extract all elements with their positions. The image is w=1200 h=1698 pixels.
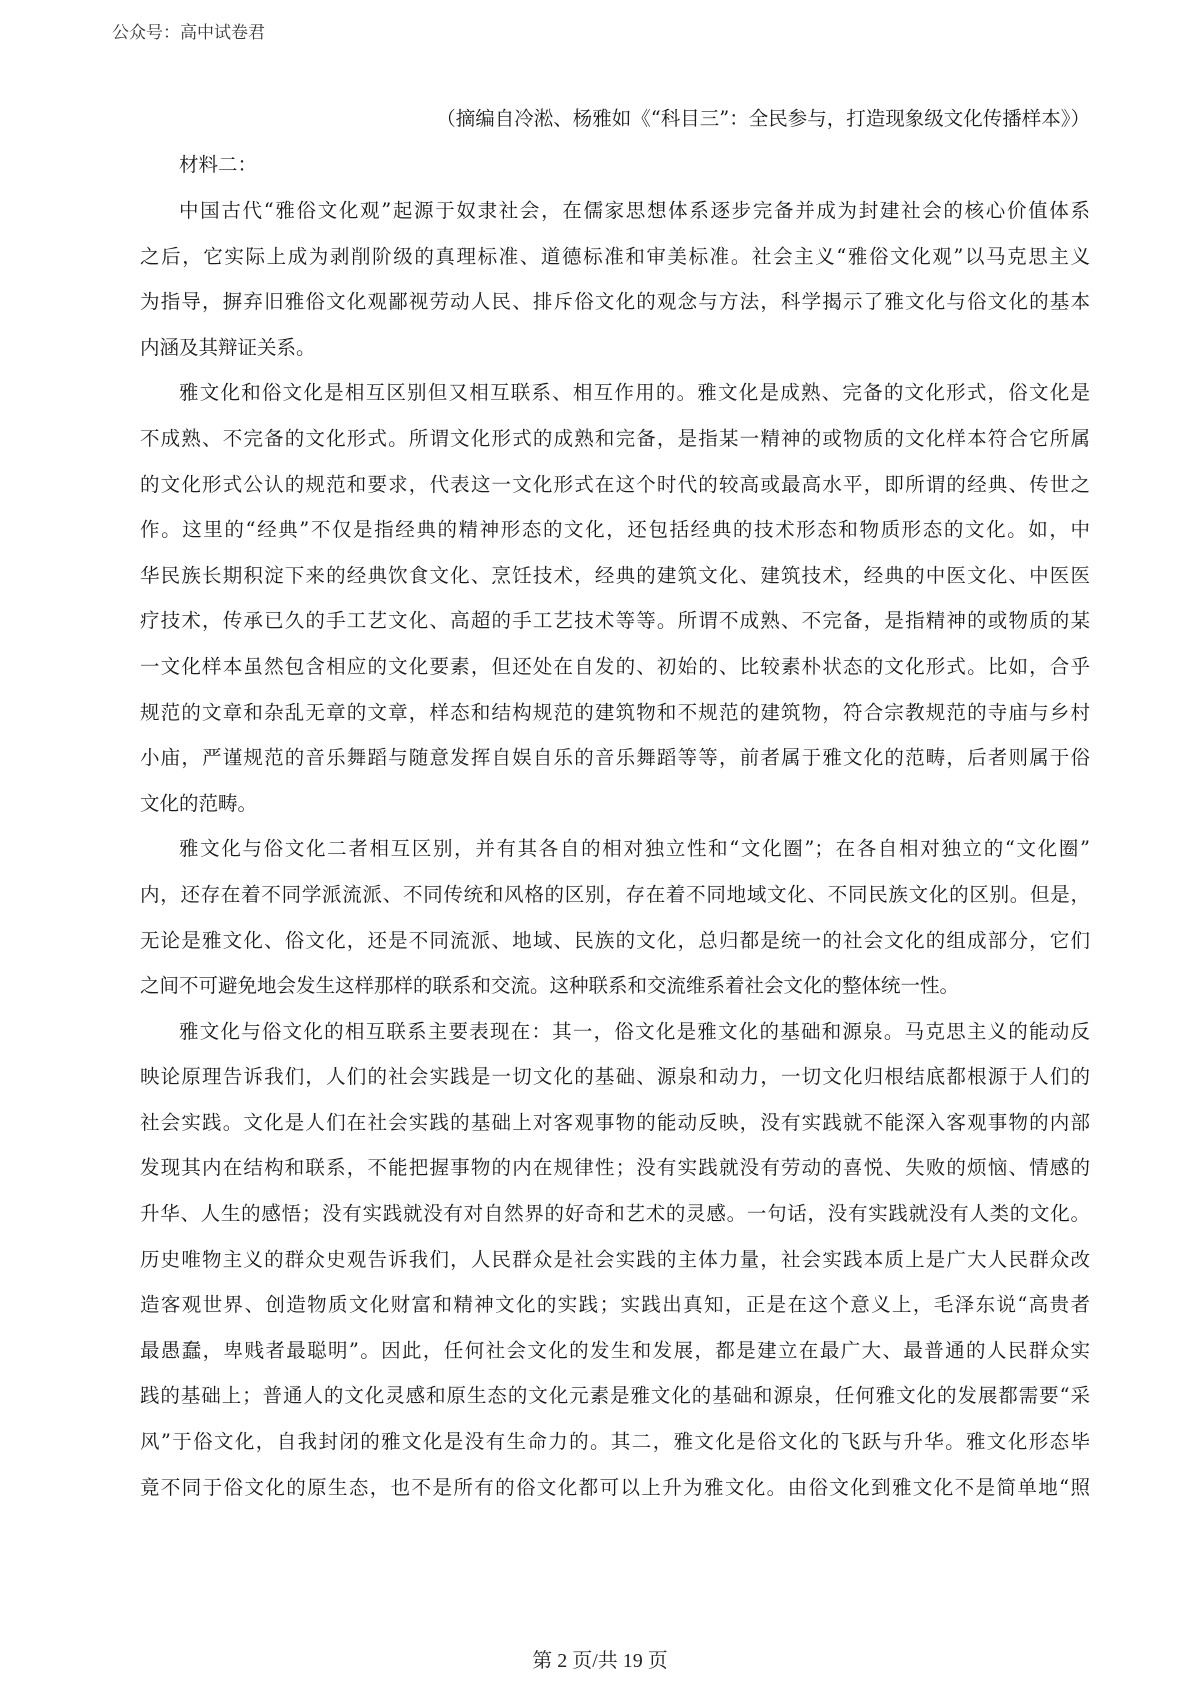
text-line: 不成熟、不完备的文化形式。所谓文化形式的成熟和完备，是指某一精神的或物质的文化样本符合它所属 xyxy=(140,426,1090,450)
text-line: 雅文化与俗文化的相互联系主要表现在：其一，俗文化是雅文化的基础和源泉。马克思主义的能动反 xyxy=(179,1019,1090,1043)
text-line: 一文化样本虽然包含相应的文化要素，但还处在自发的、初始的、比较素朴状态的文化形式。比如，合乎 xyxy=(140,654,1090,678)
text-line: 雅文化与俗文化二者相互区别，并有其各自的相对独立性和“文化圈”；在各自相对独立的“文化圈” xyxy=(179,837,1090,861)
text-line: 升华、人生的感悟；没有实践就没有对自然界的好奇和艺术的灵感。一句话，没有实践就没有人类的文化。 xyxy=(140,1202,1090,1226)
document-body xyxy=(140,96,1090,1510)
paragraph xyxy=(140,370,1090,826)
header-label: 公众号：高中试卷君 xyxy=(112,23,265,43)
text-line: 映论原理告诉我们，人们的社会实践是一切文化的基础、源泉和动力，一切文化归根结底都根源于人们的 xyxy=(140,1065,1090,1089)
text-line: 文化的范畴。 xyxy=(140,791,258,815)
text-line: 之后，它实际上成为剥削阶级的真理标准、道德标准和审美标准。社会主义“雅俗文化观”以马克思主义 xyxy=(140,244,1090,268)
paragraph-list xyxy=(140,188,1090,1510)
text-line: 作。这里的“经典”不仅是指经典的精神形态的文化，还包括经典的技术形态和物质形态的文化。如，中 xyxy=(140,518,1090,542)
text-line: 造客观世界、创造物质文化财富和精神文化的实践；实践出真知，正是在这个意义上，毛泽东说“高贵者 xyxy=(140,1293,1090,1317)
text-line: 为指导，摒弃旧雅俗文化观鄙视劳动人民、排斥俗文化的观念与方法，科学揭示了雅文化与俗文化的基本 xyxy=(140,290,1090,314)
section-title: 材料二： xyxy=(179,153,258,176)
paragraph xyxy=(140,188,1090,370)
source-citation: （摘编自冷淞、杨雅如《“科目三”：全民参与，打造现象级文化传播样本》） xyxy=(436,107,1090,130)
text-line: 华民族长期积淀下来的经典饮食文化、烹饪技术，经典的建筑文化、建筑技术，经典的中医文化、中医医 xyxy=(140,563,1090,587)
text-line: 中国古代“雅俗文化观”起源于奴隶社会，在儒家思想体系逐步完备并成为封建社会的核心价值体系 xyxy=(179,199,1090,222)
text-line: 发现其内在结构和联系，不能把握事物的内在规律性；没有实践就没有劳动的喜悦、失败的烦恼、情感的 xyxy=(140,1156,1090,1180)
text-line: 疗技术，传承已久的手工艺文化、高超的手工艺技术等等。所谓不成熟、不完备，是指精神的或物质的某 xyxy=(140,609,1090,633)
paragraph xyxy=(140,826,1090,1008)
text-line: 规范的文章和杂乱无章的文章，样态和结构规范的建筑物和不规范的建筑物，符合宗教规范的寺庙与乡村 xyxy=(140,700,1090,724)
paragraph xyxy=(140,1009,1090,1511)
text-line: 小庙，严谨规范的音乐舞蹈与随意发挥自娱自乐的音乐舞蹈等等，前者属于雅文化的范畴，后者则属于俗 xyxy=(140,746,1090,770)
text-line: 风”于俗文化，自我封闭的雅文化是没有生命力的。其二，雅文化是俗文化的飞跃与升华。雅文化形态毕 xyxy=(140,1430,1090,1454)
text-line: 之间不可避免地会发生这样那样的联系和交流。这种联系和交流维系着社会文化的整体统一性。 xyxy=(140,974,960,998)
text-line: 最愚蠢，卑贱者最聪明”。因此，任何社会文化的发生和发展，都是建立在最广大、最普通的人民群众实 xyxy=(140,1338,1090,1362)
text-line: 雅文化和俗文化是相互区别但又相互联系、相互作用的。雅文化是成熟、完备的文化形式，俗文化是 xyxy=(179,381,1090,405)
text-line: 竟不同于俗文化的原生态，也不是所有的俗文化都可以上升为雅文化。由俗文化到雅文化不是简单地“照 xyxy=(140,1475,1090,1499)
text-line: 内涵及其辩证关系。 xyxy=(140,335,316,359)
text-line: 社会实践。文化是人们在社会实践的基础上对客观事物的能动反映，没有实践就不能深入客观事物的内部 xyxy=(140,1110,1090,1134)
text-line: 的文化形式公认的规范和要求，代表这一文化形式在这个时代的较高或最高水平，即所谓的经典、传世之 xyxy=(140,472,1090,496)
text-line: 践的基础上；普通人的文化灵感和原生态的文化元素是雅文化的基础和源泉，任何雅文化的发展都需要“采 xyxy=(140,1384,1090,1408)
text-line: 无论是雅文化、俗文化，还是不同流派、地域、民族的文化，总归都是统一的社会文化的组成部分，它们 xyxy=(140,928,1090,952)
text-line: 内，还存在着不同学派流派、不同传统和风格的区别，存在着不同地域文化、不同民族文化的区别。但是， xyxy=(140,882,1090,906)
page-number: 第 2 页/共 19 页 xyxy=(532,1650,668,1672)
text-line: 历史唯物主义的群众史观告诉我们，人民群众是社会实践的主体力量，社会实践本质上是广大人民群众改 xyxy=(140,1247,1090,1271)
